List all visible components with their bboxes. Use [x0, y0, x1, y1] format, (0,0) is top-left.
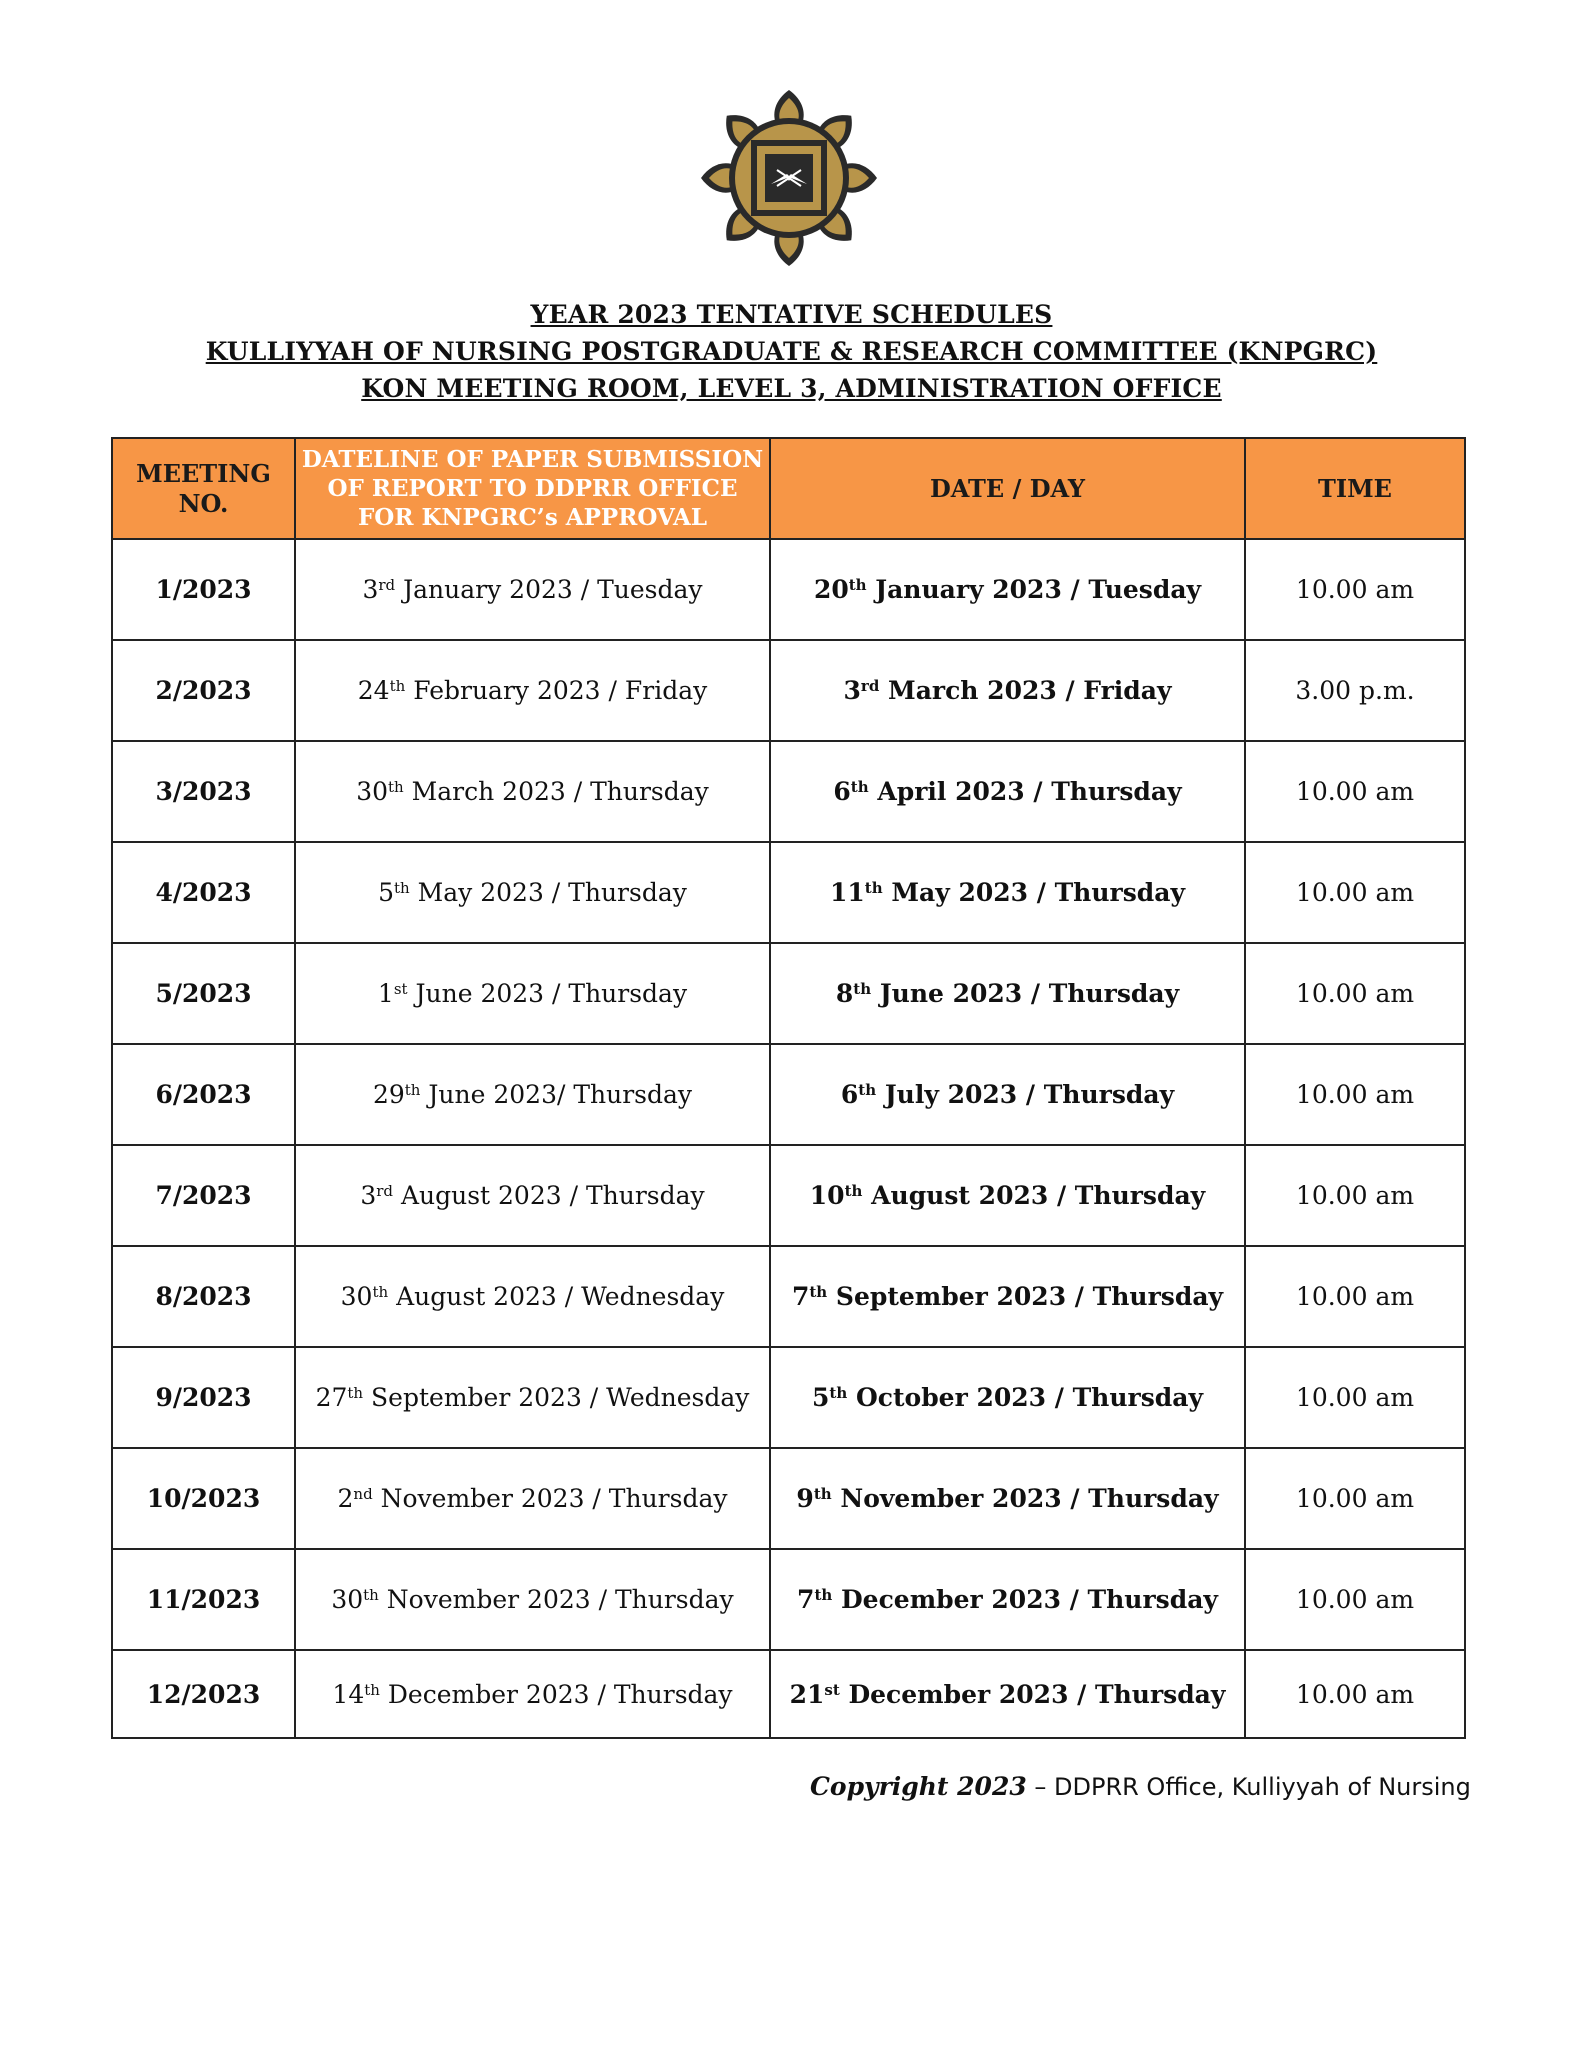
meeting-date-cell: 3rd March 2023 / Friday	[770, 640, 1245, 741]
meeting-date-cell: 21st December 2023 / Thursday	[770, 1650, 1245, 1738]
meeting-no-cell: 5/2023	[112, 943, 295, 1044]
meeting-no-cell: 1/2023	[112, 539, 295, 640]
time-cell: 10.00 am	[1245, 539, 1465, 640]
time-cell: 10.00 am	[1245, 741, 1465, 842]
dateline-cell: 30th August 2023 / Wednesday	[295, 1246, 770, 1347]
table-header-row	[112, 438, 1465, 539]
document-titles	[0, 296, 1583, 407]
meeting-date-cell: 8th June 2023 / Thursday	[770, 943, 1245, 1044]
dateline-cell: 3rd January 2023 / Tuesday	[295, 539, 770, 640]
dateline-cell: 14th December 2023 / Thursday	[295, 1650, 770, 1738]
time-cell: 10.00 am	[1245, 943, 1465, 1044]
meeting-no-cell: 6/2023	[112, 1044, 295, 1145]
time-cell: 10.00 am	[1245, 1246, 1465, 1347]
kulliyyah-emblem-logo	[696, 88, 882, 268]
copyright-footer	[810, 1772, 1471, 1801]
meeting-date-cell: 9th November 2023 / Thursday	[770, 1448, 1245, 1549]
table-row	[112, 539, 1465, 640]
meeting-no-cell: 11/2023	[112, 1549, 295, 1650]
meeting-no-cell: 8/2023	[112, 1246, 295, 1347]
dateline-cell: 29th June 2023/ Thursday	[295, 1044, 770, 1145]
dateline-cell: 1st June 2023 / Thursday	[295, 943, 770, 1044]
copyright-emphasis: Copyright 2023	[810, 1772, 1027, 1801]
time-cell: 10.00 am	[1245, 842, 1465, 943]
dateline-cell: 24th February 2023 / Friday	[295, 640, 770, 741]
table-row	[112, 640, 1465, 741]
table-row	[112, 741, 1465, 842]
meeting-date-cell: 10th August 2023 / Thursday	[770, 1145, 1245, 1246]
dateline-cell: 3rd August 2023 / Thursday	[295, 1145, 770, 1246]
meeting-no-cell: 10/2023	[112, 1448, 295, 1549]
meeting-date-cell: 5th October 2023 / Thursday	[770, 1347, 1245, 1448]
table-row	[112, 1448, 1465, 1549]
meeting-no-cell: 12/2023	[112, 1650, 295, 1738]
meeting-no-cell: 4/2023	[112, 842, 295, 943]
time-cell: 10.00 am	[1245, 1448, 1465, 1549]
table-row	[112, 1347, 1465, 1448]
meeting-no-cell: 9/2023	[112, 1347, 295, 1448]
meeting-no-cell: 2/2023	[112, 640, 295, 741]
time-cell: 3.00 p.m.	[1245, 640, 1465, 741]
dateline-cell: 5th May 2023 / Thursday	[295, 842, 770, 943]
header-dateline: DATELINE OF PAPER SUBMISSION OF REPORT TO DDPRR OFFICE FOR KNPGRC’s APPROVAL	[295, 438, 770, 539]
time-cell: 10.00 am	[1245, 1650, 1465, 1738]
table-row	[112, 1650, 1465, 1738]
title-line-1: YEAR 2023 TENTATIVE SCHEDULES	[530, 300, 1053, 329]
dateline-cell: 2nd November 2023 / Thursday	[295, 1448, 770, 1549]
table-row	[112, 943, 1465, 1044]
header-date-day: DATE / DAY	[770, 438, 1245, 539]
time-cell: 10.00 am	[1245, 1549, 1465, 1650]
title-line-3: KON MEETING ROOM, LEVEL 3, ADMINISTRATION OFFICE	[361, 374, 1222, 403]
table-row	[112, 842, 1465, 943]
schedule-table	[111, 437, 1466, 1739]
meeting-date-cell: 11th May 2023 / Thursday	[770, 842, 1245, 943]
dateline-cell: 30th March 2023 / Thursday	[295, 741, 770, 842]
table-row	[112, 1246, 1465, 1347]
meeting-no-cell: 3/2023	[112, 741, 295, 842]
dateline-cell: 27th September 2023 / Wednesday	[295, 1347, 770, 1448]
header-meeting-no: MEETING NO.	[112, 438, 295, 539]
meeting-date-cell: 20th January 2023 / Tuesday	[770, 539, 1245, 640]
table-row	[112, 1145, 1465, 1246]
meeting-no-cell: 7/2023	[112, 1145, 295, 1246]
time-cell: 10.00 am	[1245, 1145, 1465, 1246]
dateline-cell: 30th November 2023 / Thursday	[295, 1549, 770, 1650]
title-line-2: KULLIYYAH OF NURSING POSTGRADUATE & RESEARCH COMMITTEE (KNPGRC)	[205, 337, 1378, 366]
meeting-date-cell: 7th September 2023 / Thursday	[770, 1246, 1245, 1347]
meeting-date-cell: 7th December 2023 / Thursday	[770, 1549, 1245, 1650]
table-row	[112, 1549, 1465, 1650]
time-cell: 10.00 am	[1245, 1044, 1465, 1145]
time-cell: 10.00 am	[1245, 1347, 1465, 1448]
table-row	[112, 1044, 1465, 1145]
header-time: TIME	[1245, 438, 1465, 539]
meeting-date-cell: 6th July 2023 / Thursday	[770, 1044, 1245, 1145]
meeting-date-cell: 6th April 2023 / Thursday	[770, 741, 1245, 842]
copyright-rest: – DDPRR Office, Kulliyyah of Nursing	[1026, 1773, 1471, 1801]
